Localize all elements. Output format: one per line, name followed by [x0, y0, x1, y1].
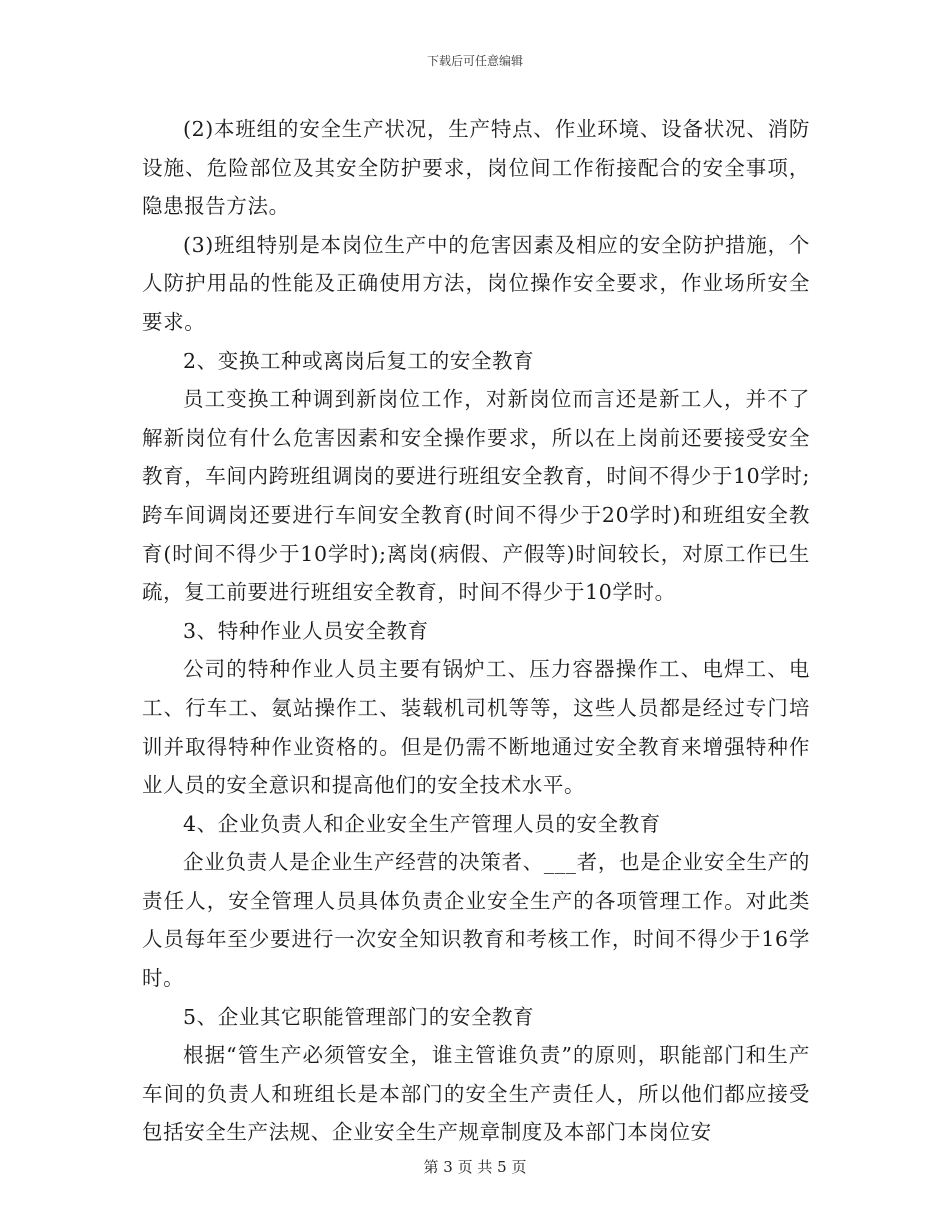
paragraph: 公司的特种作业人员主要有锅炉工、压力容器操作工、电焊工、电工、行车工、氨站操作工、装载机司机等等，这些人员都是经过专门培训并取得特种作业资格的。但是仍需不断地通过安全教育来增强特种作业人员的安全意识和提高他们的安全技术水平。 [142, 657, 810, 798]
paragraph: 企业负责人是企业生产经营的决策者、___者，也是企业安全生产的责任人，安全管理人员具体负责企业安全生产的各项管理工作。对此类人员每年至少要进行一次安全知识教育和考核工作，时间不得少于16学时。 [142, 850, 810, 991]
page-header: 下载后可任意编辑 [426, 54, 523, 68]
document-body [142, 110, 810, 1152]
paragraph: 根据“管生产必须管安全，谁主管谁负责”的原则，职能部门和生产车间的负责人和班组长是本部门的安全生产责任人，所以他们都应接受包括安全生产法规、企业安全生产规章制度及本部门本岗位安 [142, 1043, 810, 1145]
section-heading: 4、企业负责人和企业安全生产管理人员的安全教育 [183, 811, 661, 836]
paragraph: 员工变换工种调到新岗位工作，对新岗位而言还是新工人，并不了解新岗位有什么危害因素和安全操作要求，所以在上岗前还要接受安全教育，车间内跨班组调岗的要进行班组安全教育，时间不得少于10学时;跨车间调岗还要进行车间安全教育(时间不得少于20学时)和班组安全教育(时间不得少于10学时);离岗(病假、产假等)时间较长，对原工作已生疏，复工前要进行班组安全教育，时间不得少于10学时。 [142, 387, 810, 605]
section-heading: 2、变换工种或离岗后复工的安全教育 [183, 348, 535, 373]
page-footer: 第 3 页 共 5 页 [423, 1158, 527, 1176]
paragraph: (2)本班组的安全生产状况，生产特点、作业环境、设备状况、消防设施、危险部位及其安全防护要求，岗位间工作衔接配合的安全事项，隐患报告方法。 [142, 117, 810, 219]
section-heading: 3、特种作业人员安全教育 [183, 618, 429, 643]
paragraph: (3)班组特别是本岗位生产中的危害因素及相应的安全防护措施，个人防护用品的性能及正确使用方法，岗位操作安全要求，作业场所安全要求。 [142, 232, 810, 334]
section-heading: 5、企业其它职能管理部门的安全教育 [183, 1004, 535, 1029]
